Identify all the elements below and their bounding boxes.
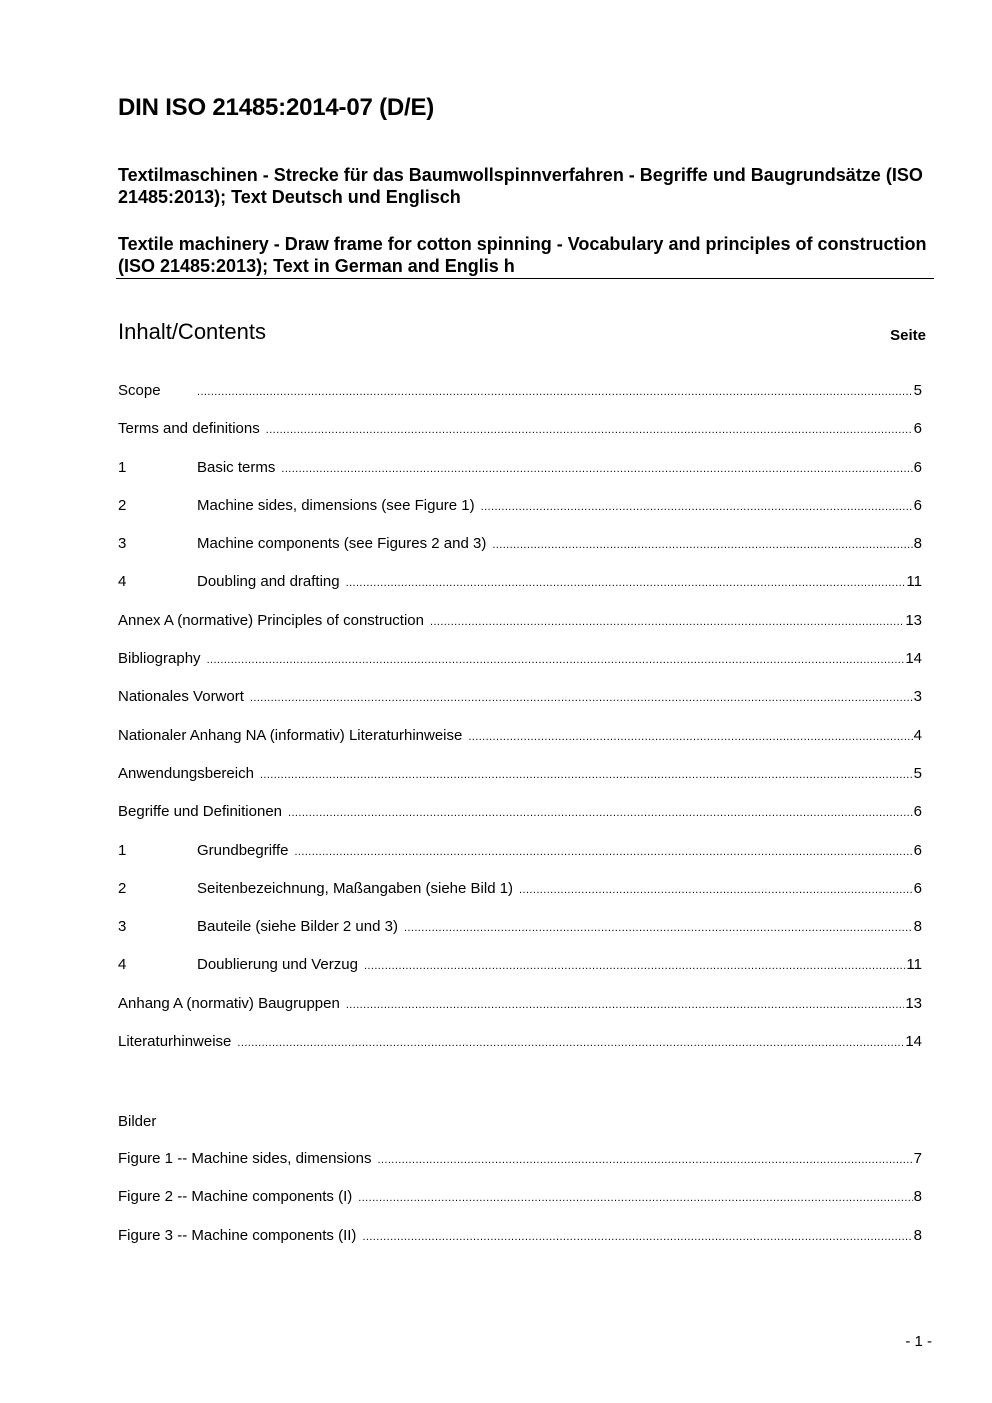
toc-entry-number: 2 xyxy=(118,496,127,514)
toc-entry-page: 8 xyxy=(913,535,922,553)
toc-entry-page: 6 xyxy=(913,803,922,821)
toc-entry[interactable] xyxy=(118,918,922,956)
toc-entry-number: 1 xyxy=(118,458,127,476)
page-column-label: Seite xyxy=(890,327,926,344)
toc-entry[interactable] xyxy=(118,612,922,650)
toc-entry-label: Scope xyxy=(118,382,161,399)
toc-dot-leader xyxy=(207,654,905,666)
toc-entry[interactable] xyxy=(118,727,922,765)
toc-entry-page: 7 xyxy=(913,1150,922,1167)
contents-heading: Inhalt/Contents xyxy=(118,319,266,344)
figure-entry[interactable] xyxy=(118,1227,922,1265)
toc-entry[interactable] xyxy=(118,459,922,497)
toc-entry[interactable] xyxy=(118,535,922,573)
toc-entry[interactable] xyxy=(118,382,922,420)
toc-dot-leader xyxy=(492,539,912,551)
toc-entry-page: 14 xyxy=(905,650,922,668)
toc-entry-label: Doubling and drafting xyxy=(197,573,340,591)
toc-entry-page: 6 xyxy=(913,458,922,476)
toc-entry-page: 8 xyxy=(913,1188,922,1206)
toc-entry[interactable] xyxy=(118,803,922,841)
toc-entry-label: Literaturhinweise xyxy=(118,1033,232,1051)
figure-entry[interactable] xyxy=(118,1188,922,1226)
toc-entry-page: 8 xyxy=(913,1226,922,1244)
toc-entry[interactable] xyxy=(118,765,922,803)
toc-entry-page: 11 xyxy=(906,573,922,591)
toc-dot-leader xyxy=(294,846,912,858)
toc-entry-label: Machine sides, dimensions (see Figure 1) xyxy=(197,496,475,514)
toc-entry-label: Begriffe und Definitionen xyxy=(118,803,283,821)
toc-entry-label: Basic terms xyxy=(197,458,276,476)
toc-entry-label: Figure 2 -- Machine components (I) xyxy=(118,1188,353,1206)
toc-entry[interactable] xyxy=(118,956,922,994)
figures-heading: Bilder xyxy=(118,1113,157,1130)
toc-dot-leader xyxy=(519,884,913,896)
toc-entry-page: 4 xyxy=(913,726,922,744)
toc-dot-leader xyxy=(468,731,912,743)
toc-entry-page: 3 xyxy=(913,688,922,706)
toc-entry-number: 2 xyxy=(118,879,127,897)
toc-entry[interactable] xyxy=(118,573,922,611)
toc-entry-page: 14 xyxy=(905,1033,922,1051)
title-german: Textilmaschinen - Strecke für das Baumwollspinnverfahren - Begriffe und Baugrundsätze (ISO 21485:2013); Text Deutsch und Englisch xyxy=(118,165,923,207)
toc-dot-leader xyxy=(358,1192,912,1204)
toc-entry-number: 4 xyxy=(118,573,127,591)
toc-entry-label: Seitenbezeichnung, Maßangaben (siehe Bild 1) xyxy=(197,879,514,897)
toc-entry-page: 5 xyxy=(913,764,922,782)
toc-entry-page: 6 xyxy=(913,496,922,514)
table-of-contents xyxy=(118,382,922,1071)
toc-dot-leader xyxy=(346,577,906,589)
toc-dot-leader xyxy=(266,424,913,436)
toc-entry-label: Anhang A (normativ) Baugruppen xyxy=(118,994,340,1012)
toc-entry-label: Figure 1 -- Machine sides, dimensions xyxy=(118,1150,372,1167)
toc-dot-leader xyxy=(377,1154,912,1166)
toc-dot-leader xyxy=(197,386,913,398)
toc-entry[interactable] xyxy=(118,995,922,1033)
toc-entry-label: Nationales Vorwort xyxy=(118,688,244,706)
toc-dot-leader xyxy=(364,960,905,972)
toc-entry-page: 6 xyxy=(913,420,922,438)
document-number: DIN ISO 21485:2014-07 (D/E) xyxy=(118,94,435,121)
toc-dot-leader xyxy=(250,692,913,704)
toc-entry-page: 5 xyxy=(913,382,922,399)
toc-dot-leader xyxy=(288,807,913,819)
toc-entry-number: 3 xyxy=(118,535,127,553)
toc-dot-leader xyxy=(346,999,904,1011)
toc-entry[interactable] xyxy=(118,880,922,918)
toc-dot-leader xyxy=(237,1037,904,1049)
toc-entry-label: Nationaler Anhang NA (informativ) Literaturhinweise xyxy=(118,726,463,744)
toc-entry[interactable] xyxy=(118,688,922,726)
toc-entry-page: 13 xyxy=(905,994,922,1012)
toc-dot-leader xyxy=(281,463,912,475)
toc-entry[interactable] xyxy=(118,1033,922,1071)
toc-entry-number: 4 xyxy=(118,956,127,974)
page-number: - 1 - xyxy=(905,1333,932,1350)
toc-entry-label: Bauteile (siehe Bilder 2 und 3) xyxy=(197,918,398,936)
figure-entry[interactable] xyxy=(118,1150,922,1188)
toc-dot-leader xyxy=(362,1231,912,1243)
toc-dot-leader xyxy=(481,501,913,513)
toc-entry-label: Anwendungsbereich xyxy=(118,764,254,782)
toc-entry[interactable] xyxy=(118,842,922,880)
toc-entry-page: 13 xyxy=(905,611,922,629)
toc-dot-leader xyxy=(404,922,913,934)
title-divider xyxy=(116,278,934,279)
list-of-figures xyxy=(118,1150,922,1265)
title-english: Textile machinery - Draw frame for cotton spinning - Vocabulary and principles of construction (ISO 21485:2013); Text in German and Englis h xyxy=(118,234,927,276)
toc-entry-label: Terms and definitions xyxy=(118,420,260,438)
toc-entry-number: 3 xyxy=(118,918,127,936)
toc-entry-label: Bibliography xyxy=(118,650,201,668)
toc-entry-label: Annex A (normative) Principles of construction xyxy=(118,611,424,629)
toc-entry[interactable] xyxy=(118,650,922,688)
toc-entry-label: Doublierung und Verzug xyxy=(197,956,358,974)
toc-entry-label: Machine components (see Figures 2 and 3) xyxy=(197,535,487,553)
toc-entry-page: 6 xyxy=(913,879,922,897)
toc-entry[interactable] xyxy=(118,497,922,535)
toc-entry-page: 8 xyxy=(913,918,922,936)
toc-dot-leader xyxy=(430,616,904,628)
toc-entry-number: 1 xyxy=(118,841,127,859)
toc-entry-page: 6 xyxy=(913,841,922,859)
toc-dot-leader xyxy=(260,769,913,781)
toc-entry-label: Grundbegriffe xyxy=(197,841,289,859)
toc-entry-page: 11 xyxy=(906,956,922,974)
toc-entry[interactable] xyxy=(118,420,922,458)
toc-entry-label: Figure 3 -- Machine components (II) xyxy=(118,1226,357,1244)
